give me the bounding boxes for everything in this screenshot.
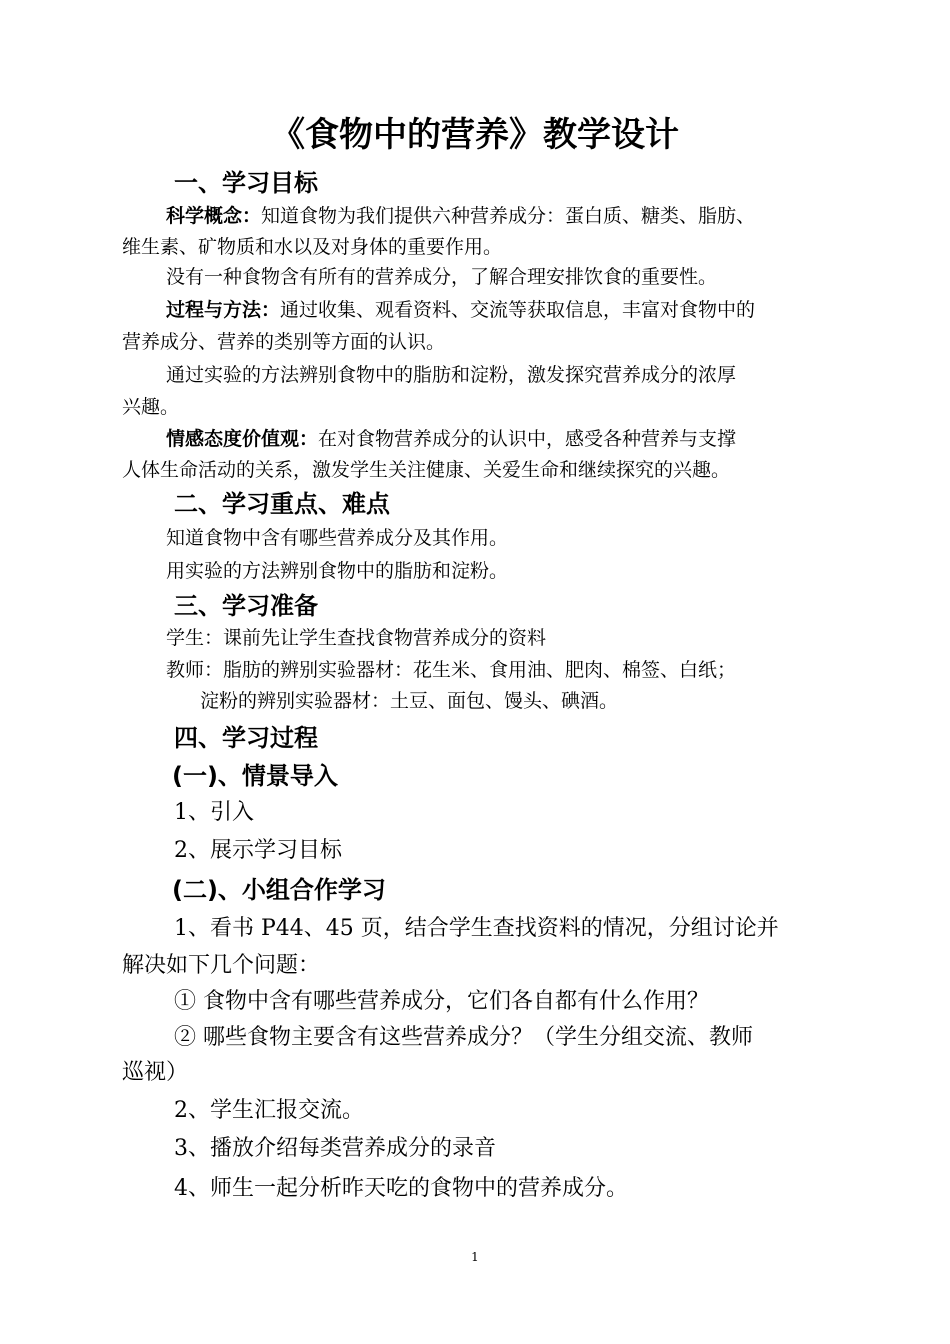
emotion-text-1: 在对食物营养成分的认识中，感受各种营养与支撑	[318, 428, 737, 450]
page-number: 1	[471, 1250, 479, 1264]
section-2-line-2: 用实验的方法辨别食物中的脂肪和淀粉。	[166, 560, 509, 582]
subsection-2-item-1-line-1: 1、看书 P44、45 页，结合学生查找资料的情况，分组讨论并	[174, 916, 779, 941]
concept-text-1: 知道食物为我们提供六种营养成分：蛋白质、糖类、脂肪、	[261, 205, 756, 227]
emotion-line-2: 人体生命活动的关系，激发学生关注健康、关爱生命和继续探究的兴趣。	[122, 459, 731, 481]
section-3-line-1: 学生：课前先让学生查找食物营养成分的资料	[166, 627, 547, 649]
process-label: 过程与方法：	[166, 299, 281, 321]
subsection-1-item-2: 2、展示学习目标	[174, 838, 342, 863]
section-1-heading: 一、学习目标	[174, 169, 318, 197]
subsection-2-item-1-line-2: 解决如下几个问题：	[122, 953, 321, 978]
subsection-2-item-4: 4、师生一起分析昨天吃的食物中的营养成分。	[174, 1176, 628, 1201]
subsection-2-item-3: 3、播放介绍每类营养成分的录音	[174, 1136, 496, 1161]
emotion-label: 情感态度价值观：	[166, 428, 319, 450]
question-2-line-2: 巡视）	[122, 1060, 189, 1085]
section-2-heading: 二、学习重点、难点	[174, 490, 390, 518]
process-line-2: 营养成分、营养的类别等方面的认识。	[122, 331, 446, 353]
document-title: 《食物中的营养》教学设计	[271, 115, 679, 155]
question-1: ① 食物中含有哪些营养成分，它们各自都有什么作用？	[174, 989, 709, 1014]
emotion-line-1	[166, 430, 736, 449]
section-3-heading: 三、学习准备	[174, 592, 318, 620]
concept-line-2: 维生素、矿物质和水以及对身体的重要作用。	[122, 236, 503, 258]
subsection-1-heading: (一)、情景导入	[172, 762, 338, 790]
subsection-2-heading: (二)、小组合作学习	[172, 876, 386, 904]
subsection-2-item-2: 2、学生汇报交流。	[174, 1098, 364, 1123]
concept-paragraph-2: 没有一种食物含有所有的营养成分，了解合理安排饮食的重要性。	[166, 266, 718, 288]
section-3-line-2: 教师：脂肪的辨别实验器材：花生米、食用油、肥肉、棉签、白纸；	[166, 659, 737, 681]
question-2-line-1: ② 哪些食物主要含有这些营养成分？（学生分组交流、教师	[174, 1025, 753, 1050]
section-2-line-1: 知道食物中含有哪些营养成分及其作用。	[166, 527, 509, 549]
section-3-line-3: 淀粉的辨别实验器材：土豆、面包、馒头、碘酒。	[200, 690, 619, 712]
concept-label: 科学概念：	[166, 205, 262, 227]
subsection-1-item-1: 1、引入	[174, 800, 254, 825]
process-text-1: 通过收集、观看资料、交流等获取信息，丰富对食物中的	[280, 299, 756, 321]
section-4-heading: 四、学习过程	[174, 724, 318, 752]
process-paragraph-2-line-1: 通过实验的方法辨别食物中的脂肪和淀粉，激发探究营养成分的浓厚	[166, 364, 737, 386]
process-paragraph-2-line-2: 兴趣。	[122, 396, 180, 418]
concept-line-1	[166, 207, 755, 226]
process-line-1	[166, 301, 755, 320]
